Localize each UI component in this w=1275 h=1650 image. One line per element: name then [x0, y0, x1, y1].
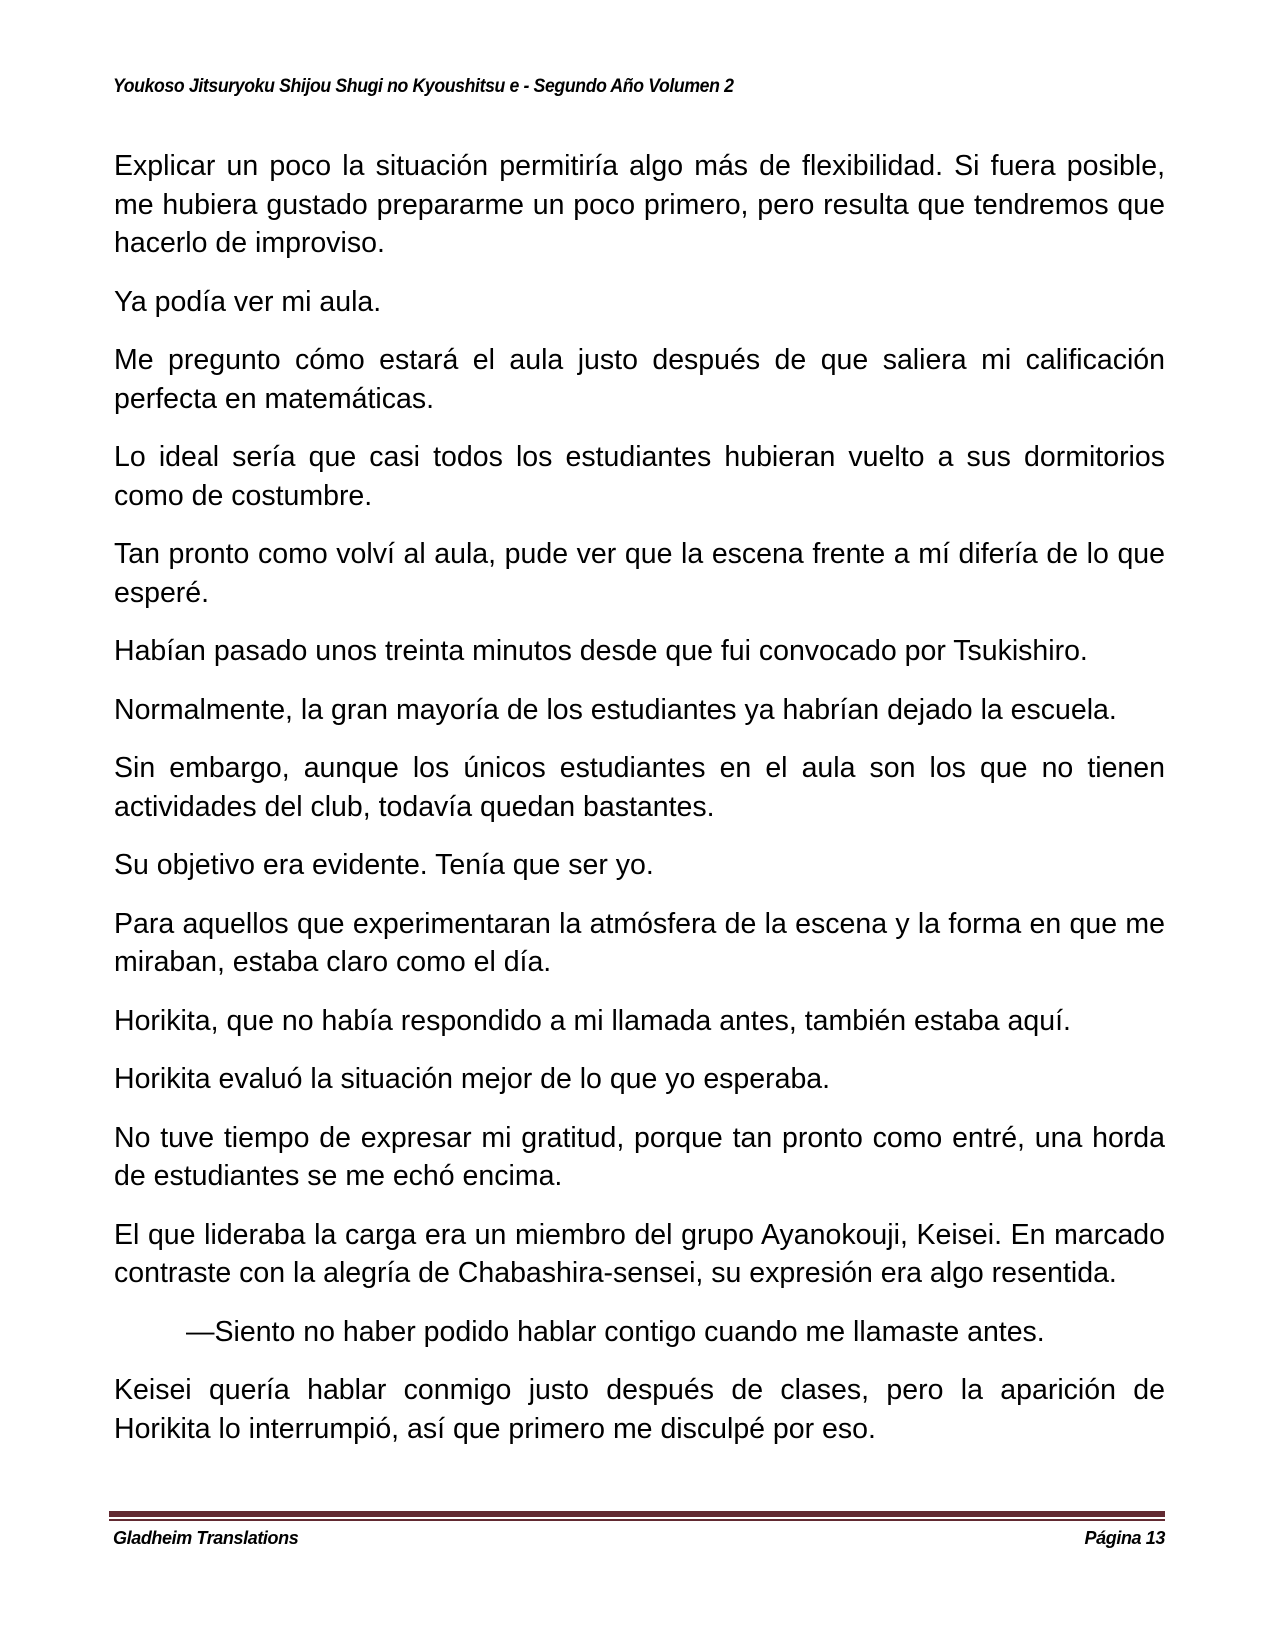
footer-divider-thin	[109, 1519, 1165, 1521]
dialogue-line: —Siento no haber podido hablar contigo cuando me llamaste antes.	[186, 1315, 1045, 1348]
paragraph: Me pregunto cómo estará el aula justo después de que saliera mi calificación perfecta en matemáticas.	[114, 344, 1165, 415]
paragraph: Normalmente, la gran mayoría de los estudiantes ya habrían dejado la escuela.	[114, 693, 1117, 726]
footer-credit: Gladheim Translations	[113, 1528, 299, 1548]
page-body	[114, 147, 1165, 1468]
paragraph: Tan pronto como volví al aula, pude ver que la escena frente a mí difería de lo que esperé.	[114, 538, 1165, 609]
paragraph: Horikita, que no había respondido a mi llamada antes, también estaba aquí.	[114, 1004, 1071, 1037]
paragraph: El que lideraba la carga era un miembro del grupo Ayanokouji, Keisei. En marcado contraste con la alegría de Chabashira-sensei, su expresión era algo resentida.	[114, 1218, 1165, 1289]
paragraph: Su objetivo era evidente. Tenía que ser yo.	[114, 849, 654, 881]
paragraph: Ya podía ver mi aula.	[114, 285, 382, 318]
paragraph: Horikita evaluó la situación mejor de lo que yo esperaba.	[114, 1063, 831, 1095]
paragraph: Keisei quería hablar conmigo justo después de clases, pero la aparición de Horikita lo interrumpió, así que primero me disculpé por eso.	[114, 1374, 1165, 1445]
paragraph: Habían pasado unos treinta minutos desde que fui convocado por Tsukishiro.	[114, 635, 1088, 667]
paragraph: Sin embargo, aunque los únicos estudiantes en el aula son los que no tienen actividades del club, todavía quedan bastantes.	[114, 752, 1165, 823]
paragraph: Explicar un poco la situación permitiría algo más de flexibilidad. Si fuera posible, me hubiera gustado prepararme un poco primero, pero resulta que tendremos que hacerlo de improviso.	[114, 150, 1165, 259]
paragraph: No tuve tiempo de expresar mi gratitud, porque tan pronto como entré, una horda de estudiantes se me echó encima.	[114, 1121, 1165, 1192]
footer-divider-thick	[109, 1511, 1165, 1517]
paragraph: Lo ideal sería que casi todos los estudiantes hubieran vuelto a sus dormitorios como de costumbre.	[114, 441, 1165, 512]
page-header-title: Youkoso Jitsuryoku Shijou Shugi no Kyoushitsu e - Segundo Año Volumen 2	[113, 76, 734, 97]
page-number: Página 13	[1084, 1528, 1165, 1548]
footer-divider	[109, 1511, 1165, 1521]
paragraph: Para aquellos que experimentaran la atmósfera de la escena y la forma en que me miraban, estaba claro como el día.	[114, 907, 1165, 978]
